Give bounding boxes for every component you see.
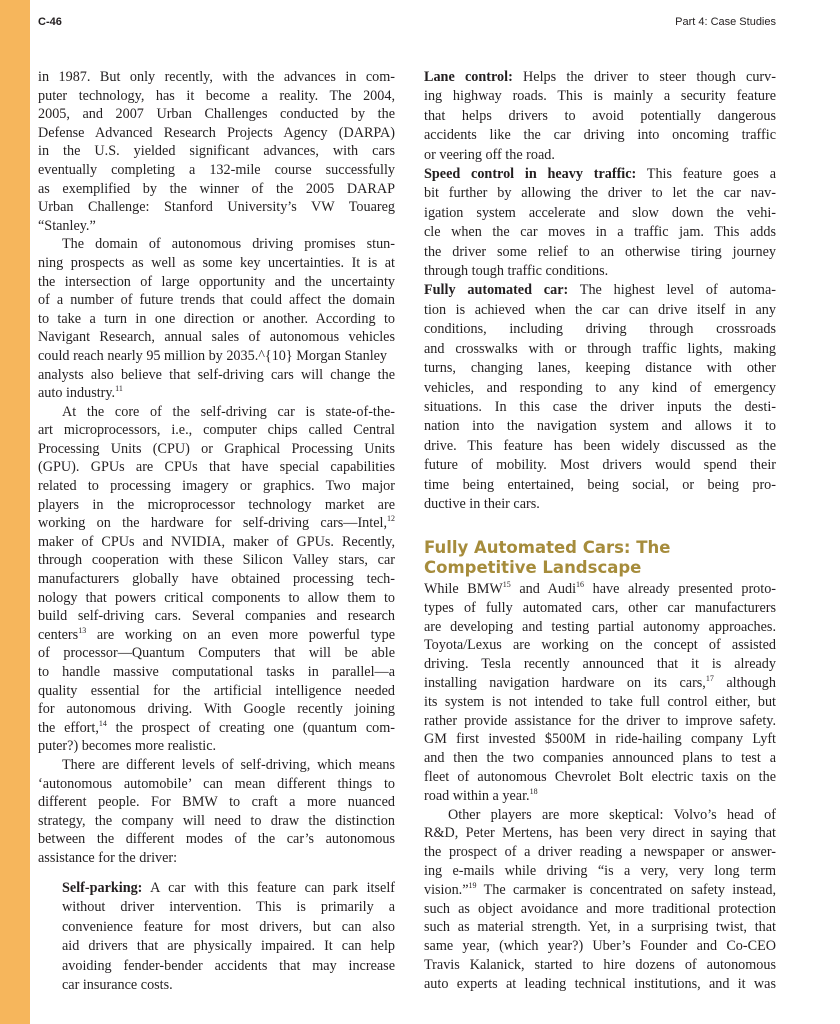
text-line: At the core of the self-driving car is state-of-the- bbox=[62, 403, 395, 420]
text-line: auto industry.$^{11}$ bbox=[38, 384, 123, 402]
text-line: of processor—Quantum Computers that will be able bbox=[38, 645, 395, 662]
text-line: avoiding fender-bender accidents that may increase bbox=[62, 957, 395, 974]
left-column-body bbox=[38, 68, 395, 868]
text-line: ing highway roads. This is mainly a security feature bbox=[424, 88, 776, 105]
text-line: bit further by allowing the driver to let the car nav- bbox=[424, 185, 776, 202]
text-line: (GPU). GPUs are CPUs that have special capabilities bbox=[38, 459, 395, 476]
paragraph bbox=[38, 68, 395, 235]
text-line: art microprocessors, i.e., computer chips called Central bbox=[38, 422, 395, 439]
text-line: manufacturers globally have obtained processing tech- bbox=[38, 571, 395, 588]
paragraph bbox=[38, 403, 395, 756]
text-line: strategy, the company will need to draw the distinction bbox=[38, 812, 395, 829]
text-line: driving. Tesla recently announced that it is already bbox=[424, 656, 776, 673]
text-line: maker of CPUs and NVIDIA, maker of GPUs. Recently, bbox=[38, 533, 395, 550]
text-line: between the different modes of the car’s autonomous bbox=[38, 831, 395, 848]
text-line: The domain of autonomous driving promises stun- bbox=[62, 236, 395, 253]
left-column-feature-list bbox=[62, 879, 395, 995]
text-line: players in the microprocessor technology market are bbox=[38, 496, 395, 513]
text-line: related to processing imagery or graphics. Two major bbox=[38, 478, 395, 495]
text-line: conditions, including driving through crossroads bbox=[424, 321, 776, 338]
text-line: convenience feature for most drivers, but can also bbox=[62, 918, 395, 935]
text-line: Toyota/Lexus are working on the concept of assisted bbox=[424, 637, 776, 654]
text-line: cle when the car moves in a traffic jam. This adds bbox=[424, 224, 776, 241]
text-line: Speed control in heavy traffic: This feature goes a bbox=[424, 166, 776, 183]
text-line: puter technology, has it become a reality. The 2004, bbox=[38, 87, 395, 104]
text-line: different people. For BMW to craft a more nuanced bbox=[38, 794, 395, 811]
text-line: GM first invested $500M in ride-hailing company Lyft bbox=[424, 731, 776, 748]
text-line: centers$^{13}$ are working on an even more powerful type bbox=[38, 625, 395, 643]
text-line: Fully automated car: The highest level of automa- bbox=[424, 282, 776, 299]
text-line: working on the hardware for self-driving cars—Intel,$^{12}$ bbox=[38, 514, 395, 532]
paragraph bbox=[38, 756, 395, 868]
text-line: as exemplified by the winner of the 2005 DARAP bbox=[38, 180, 395, 197]
text-line: to handle massive computational tasks in parallel—a bbox=[38, 664, 395, 680]
text-line: There are different levels of self-driving, which means bbox=[62, 756, 395, 773]
text-line: vehicles, and responding to any kind of emergency bbox=[424, 379, 776, 396]
text-line: ing e-mails while driving “is a very, very long term bbox=[424, 862, 776, 879]
text-line: accidents like the car driving into oncoming traffic bbox=[424, 127, 776, 144]
text-line: nology that powers critical components to allow them to bbox=[38, 589, 395, 606]
text-line: are developing and testing partial autonomy approaches. bbox=[424, 618, 776, 635]
text-line: “Stanley.” bbox=[38, 217, 96, 234]
text-line: Other players are more skeptical: Volvo’s head of bbox=[448, 806, 776, 823]
text-line: aid drivers that are physically impaired. It can help bbox=[62, 938, 395, 955]
text-line: fleet of autonomous Chevrolet Bolt electric taxis on the bbox=[424, 768, 776, 785]
text-line: Self-parking: A car with this feature can park itself bbox=[62, 880, 395, 896]
text-line: types of fully automated cars, other car manufacturers bbox=[424, 599, 776, 616]
paragraph bbox=[424, 806, 776, 994]
text-line: and crosswalks with or through traffic lights, making bbox=[424, 340, 776, 357]
text-line: car insurance costs. bbox=[62, 977, 173, 994]
text-line: igation system accelerate and slow down the vehi- bbox=[424, 204, 776, 221]
text-line: such as material strength. Yet, in a surprising twist, that bbox=[424, 919, 776, 936]
text-line: or veering off the road. bbox=[424, 146, 555, 163]
text-line: ning prospects as well as some key uncertainties. It is at bbox=[38, 254, 395, 271]
text-line: for autonomous driving. With Google recently joining bbox=[38, 701, 395, 718]
text-line: road within a year.$^{18}$ bbox=[424, 786, 538, 804]
text-line: rather provide assistance for the driver to improve safety. bbox=[424, 712, 776, 729]
text-line: build self-driving cars. Several companies and research bbox=[38, 608, 395, 625]
paragraph bbox=[424, 580, 776, 806]
paragraph bbox=[38, 235, 395, 402]
text-line: and then the two companies announced plans to test a bbox=[424, 750, 776, 767]
text-line: Urban Challenge: Stanford University’s VW Touareg bbox=[38, 199, 395, 216]
text-line: same year, (which year?) Uber’s Founder and Co-CEO bbox=[424, 938, 776, 955]
text-line: Travis Kalanick, started to hire dozens of autonomous bbox=[424, 956, 776, 973]
page-number: C-46 bbox=[38, 16, 62, 28]
page-edge-color-strip bbox=[0, 0, 30, 1024]
text-line: quality essential for the artificial intelligence needed bbox=[38, 682, 395, 699]
text-line: tion is achieved when the car can drive itself in any bbox=[424, 301, 776, 318]
text-line: Processing Units (CPU) or Graphical Processing Units bbox=[38, 440, 395, 457]
text-line: turns, changing lanes, keeping distance with other bbox=[424, 360, 776, 377]
text-line: 2005, and 2007 Urban Challenges conducted by the bbox=[38, 106, 395, 123]
text-line: without driver intervention. This is primarily a bbox=[62, 899, 395, 916]
text-line: R&D, Peter Mertens, has been very direct in saying that bbox=[424, 825, 776, 842]
text-line: such as object avoidance and more traditional protection bbox=[424, 900, 776, 917]
text-line: auto experts at leading technical institutions, and it was bbox=[424, 975, 776, 992]
text-line: puter?) becomes more realistic. bbox=[38, 738, 217, 755]
paragraph bbox=[424, 68, 776, 165]
text-line: analysts also believe that self-driving cars will change the bbox=[38, 366, 395, 383]
text-line: through tough traffic conditions. bbox=[424, 263, 609, 280]
text-line: nation into the navigation system and allows it to bbox=[424, 418, 776, 435]
text-line: of a number of future trends that could affect the domain bbox=[38, 292, 395, 309]
text-line: situations. In this case the driver inputs the desti- bbox=[424, 398, 776, 415]
section-heading: Fully Automated Cars: The Competitive Landscape bbox=[424, 538, 671, 577]
text-line: to take a turn in one direction or another. According to bbox=[38, 310, 395, 327]
text-line: through cooperation with these Silicon Valley stars, car bbox=[38, 552, 395, 569]
paragraph bbox=[62, 879, 395, 995]
text-line: could reach nearly 95 million by 2035.^{10} Morgan Stanley bbox=[38, 347, 388, 364]
running-header: Part 4: Case Studies bbox=[675, 16, 776, 28]
text-line: the prospect of a driver reading a newspaper or answer- bbox=[424, 844, 776, 861]
right-column-body bbox=[424, 580, 776, 994]
text-line: eventually completing a 132-mile course successfully bbox=[38, 161, 395, 178]
text-line: vision.”$^{19}$ The carmaker is concentrated on safety instead, bbox=[424, 880, 776, 898]
text-line: the effort,$^{14}$ the prospect of creating one (quantum com- bbox=[38, 718, 395, 736]
text-line: future of mobility. Most drivers would spend their bbox=[424, 457, 776, 474]
paragraph bbox=[424, 281, 776, 514]
text-line: in the U.S. yielded significant advances, with cars bbox=[38, 143, 395, 160]
text-line: Defense Advanced Research Projects Agency (DARPA) bbox=[38, 124, 395, 141]
text-line: time being entertained, being social, or being pro- bbox=[424, 476, 776, 493]
text-line: the intersection of large opportunity and the uncertainty bbox=[38, 273, 395, 290]
text-line: that helps drivers to avoid potentially dangerous bbox=[424, 107, 776, 124]
text-line: drive. This feature has been widely discussed as the bbox=[424, 437, 776, 454]
text-line: its system is not intended to take full control either, but bbox=[424, 693, 776, 710]
text-line: ductive in their cars. bbox=[424, 495, 540, 512]
text-line: installing navigation hardware on its cars,$^{17}$ although bbox=[424, 673, 776, 691]
right-column-feature-list bbox=[424, 68, 776, 514]
paragraph bbox=[424, 165, 776, 281]
text-line: Navigant Research, annual sales of autonomous vehicles bbox=[38, 329, 395, 346]
text-line: ‘autonomous automobile’ can mean different things to bbox=[38, 775, 395, 792]
text-line: While BMW$^{15}$ and Audi$^{16}$ have already presented proto- bbox=[424, 580, 777, 597]
text-line: in 1987. But only recently, with the advances in com- bbox=[38, 69, 395, 85]
text-line: assistance for the driver: bbox=[38, 849, 178, 866]
text-line: the driver some relief to an otherwise tiring journey bbox=[424, 243, 776, 260]
text-line: Lane control: Helps the driver to steer though curv- bbox=[424, 69, 776, 85]
